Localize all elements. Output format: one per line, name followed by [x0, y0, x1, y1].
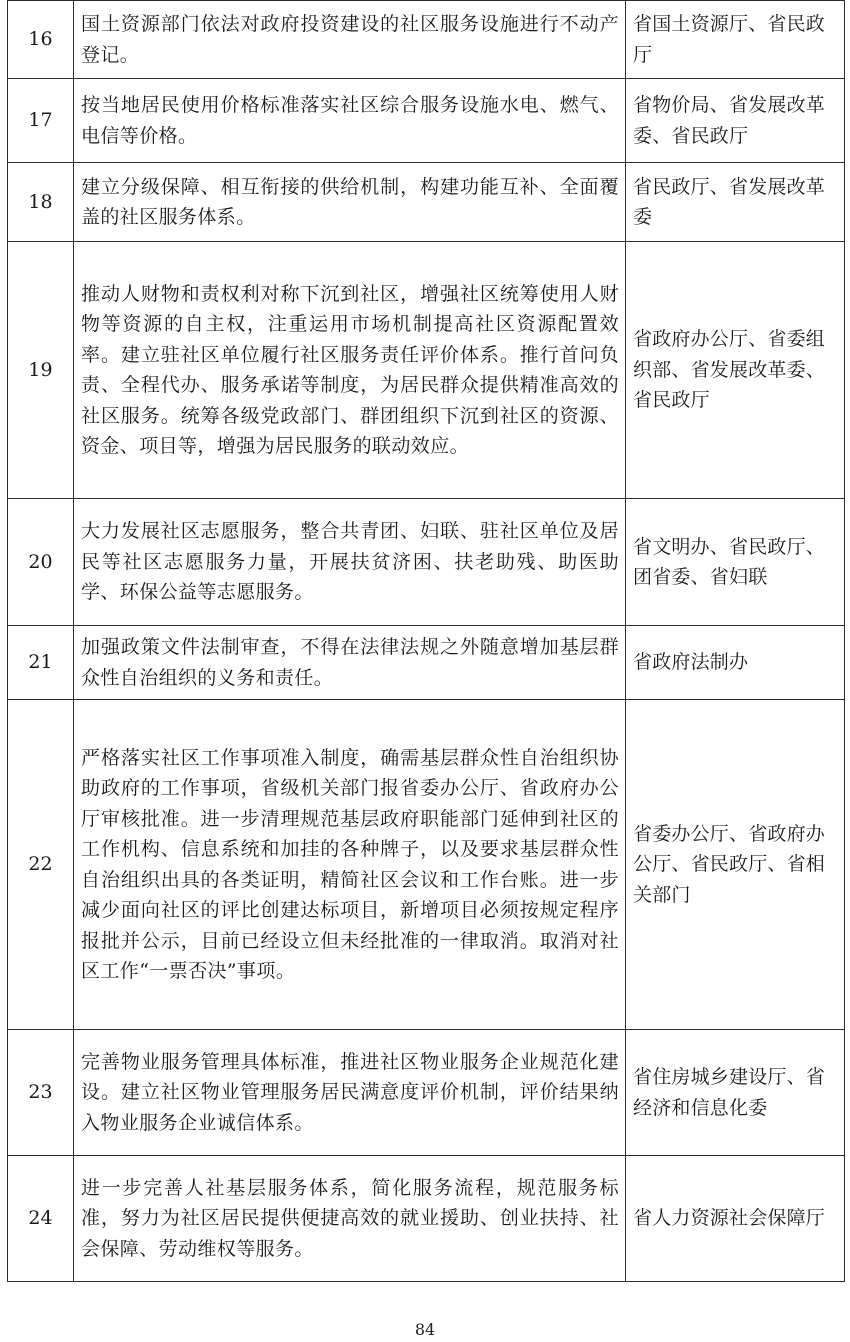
- row-number: 24: [8, 1156, 74, 1282]
- task-content: 进一步完善人社基层服务体系，简化服务流程，规范服务标准，努力为社区居民提供便捷高效的就业援助、创业扶持、社会保障、劳动维权等服务。: [74, 1156, 626, 1282]
- page-number: 84: [414, 1320, 436, 1339]
- row-number: 23: [8, 1030, 74, 1156]
- task-content: 加强政策文件法制审查，不得在法律法规之外随意增加基层群众性自治组织的义务和责任。: [74, 626, 626, 700]
- row-number: 19: [8, 242, 74, 499]
- responsible-departments: 省人力资源社会保障厅: [626, 1156, 845, 1282]
- row-number: 21: [8, 626, 74, 700]
- row-number: 16: [8, 1, 74, 79]
- task-content: 国土资源部门依法对政府投资建设的社区服务设施进行不动产登记。: [74, 1, 626, 79]
- table-row: [8, 1, 845, 79]
- responsible-departments: 省委办公厅、省政府办公厅、省民政厅、省相关部门: [626, 700, 845, 1030]
- table-row: [8, 79, 845, 163]
- row-number: 22: [8, 700, 74, 1030]
- task-content: 完善物业服务管理具体标准，推进社区物业服务企业规范化建设。建立社区物业管理服务居民满意度评价机制，评价结果纳入物业服务企业诚信体系。: [74, 1030, 626, 1156]
- task-content: 建立分级保障、相互衔接的供给机制，构建功能互补、全面覆盖的社区服务体系。: [74, 163, 626, 242]
- table-row: [8, 242, 845, 499]
- table-row: [8, 626, 845, 700]
- table-row: [8, 163, 845, 242]
- responsible-departments: 省国土资源厅、省民政厅: [626, 1, 845, 79]
- responsible-departments: 省物价局、省发展改革委、省民政厅: [626, 79, 845, 163]
- table-row: [8, 1030, 845, 1156]
- responsible-departments: 省政府办公厅、省委组织部、省发展改革委、省民政厅: [626, 242, 845, 499]
- table-row: [8, 1156, 845, 1282]
- task-content: 严格落实社区工作事项准入制度，确需基层群众性自治组织协助政府的工作事项，省级机关部门报省委办公厅、省政府办公厅审核批准。进一步清理规范基层政府职能部门延伸到社区的工作机构、信息系统和加挂的各种牌子，以及要求基层群众性自治组织出具的各类证明，精简社区会议和工作台账。进一步减少面向社区的评比创建达标项目，新增项目必须按规定程序报批并公示，目前已经设立但未经批准的一律取消。取消对社区工作“一票否决”事项。: [74, 700, 626, 1030]
- task-content: 推动人财物和责权利对称下沉到社区，增强社区统筹使用人财物等资源的自主权，注重运用市场机制提高社区资源配置效率。建立驻社区单位履行社区服务责任评价体系。推行首问负责、全程代办、服务承诺等制度，为居民群众提供精准高效的社区服务。统筹各级党政部门、群团组织下沉到社区的资源、资金、项目等，增强为居民服务的联动效应。: [74, 242, 626, 499]
- responsible-departments: 省政府法制办: [626, 626, 845, 700]
- row-number: 18: [8, 163, 74, 242]
- responsible-departments: 省民政厅、省发展改革委: [626, 163, 845, 242]
- row-number: 17: [8, 79, 74, 163]
- table-row: [8, 700, 845, 1030]
- row-number: 20: [8, 499, 74, 626]
- policy-task-table: [7, 0, 845, 1282]
- table-row: [8, 499, 845, 626]
- task-content: 按当地居民使用价格标准落实社区综合服务设施水电、燃气、电信等价格。: [74, 79, 626, 163]
- responsible-departments: 省文明办、省民政厅、团省委、省妇联: [626, 499, 845, 626]
- task-content: 大力发展社区志愿服务，整合共青团、妇联、驻社区单位及居民等社区志愿服务力量，开展扶贫济困、扶老助残、助医助学、环保公益等志愿服务。: [74, 499, 626, 626]
- responsible-departments: 省住房城乡建设厅、省经济和信息化委: [626, 1030, 845, 1156]
